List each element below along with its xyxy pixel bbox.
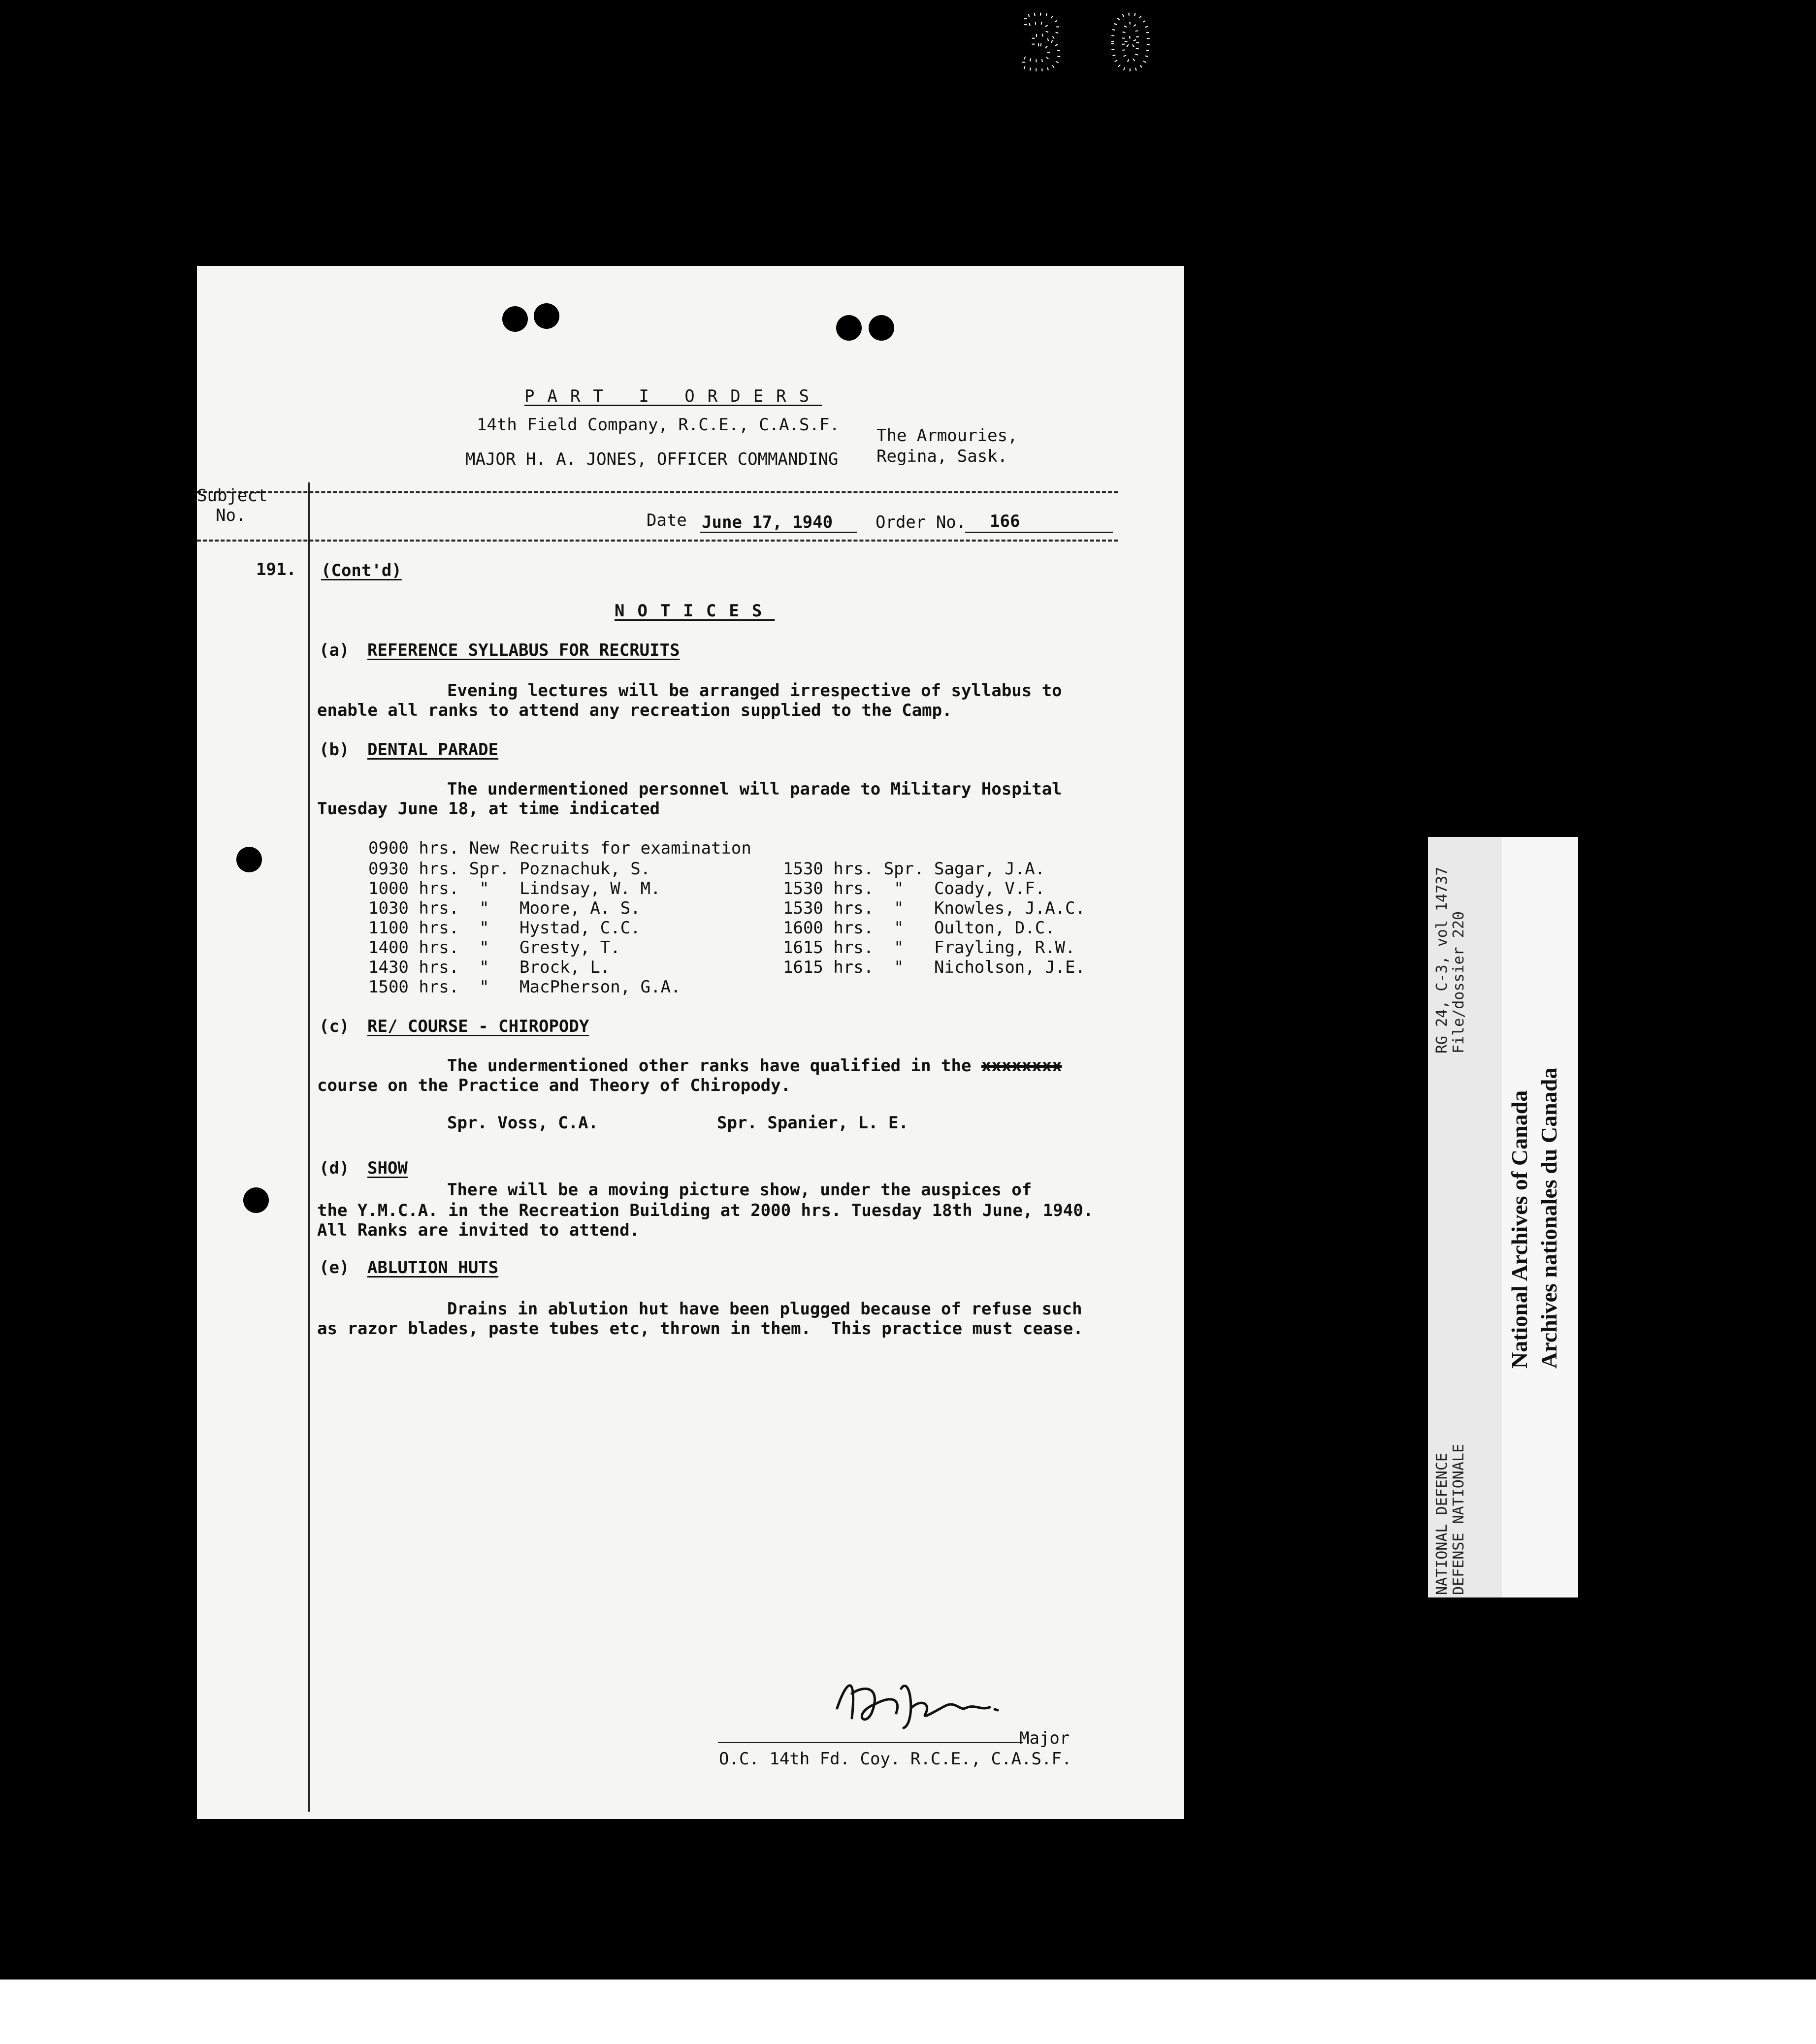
schedule-row: 1030 hrs. " Moore, A. S.: [368, 898, 641, 918]
section-letter: (a): [319, 640, 350, 660]
location-line-1: The Armouries,: [876, 426, 1018, 446]
signature-scribble: [817, 1664, 1073, 1733]
order-value: 166: [990, 511, 1020, 531]
punch-hole: [502, 306, 528, 332]
archive-label: [1428, 837, 1578, 1597]
date-fill-line: [700, 532, 857, 533]
page-title: PART I ORDERS: [524, 386, 822, 406]
punch-hole: [836, 315, 862, 341]
schedule-row: 1530 hrs. " Knowles, J.A.C.: [783, 898, 1086, 918]
subject-column-rule: [308, 482, 310, 1812]
archive-reference-file: File/dossier 220: [1450, 911, 1467, 1054]
schedule-row: 1530 hrs. Spr. Sagar, J.A.: [783, 859, 1045, 879]
section-letter: (b): [319, 740, 350, 760]
film-margin: [0, 1978, 1816, 2044]
unit-name: 14th Field Company, R.C.E., C.A.S.F.: [477, 415, 840, 435]
schedule-row: 1430 hrs. " Brock, L.: [368, 958, 611, 977]
subject-number: 191.: [256, 560, 296, 579]
section-title: RE/ COURSE - CHIROPODY: [367, 1017, 589, 1036]
section-title: REFERENCE SYLLABUS FOR RECRUITS: [367, 640, 680, 660]
film-edge-line: [0, 1978, 1816, 1980]
struck-out-word: xxxxxxxx: [981, 1056, 1062, 1076]
schedule-row: 0930 hrs. Spr. Poznachuk, S.: [368, 859, 651, 879]
commander-name: MAJOR H. A. JONES, OFFICER COMMANDING: [465, 449, 839, 469]
section-heading: NOTICES: [615, 601, 775, 621]
archive-name-en: National Archives of Canada: [1507, 1090, 1532, 1369]
signatory-rank: Major: [1019, 1728, 1070, 1748]
document-page: [197, 266, 1184, 1819]
archive-name-fr: Archives nationales du Canada: [1536, 1067, 1561, 1369]
schedule-row: 1615 hrs. " Frayling, R.W.: [783, 938, 1075, 958]
schedule-row: 1500 hrs. " MacPherson, G.A.: [368, 977, 681, 997]
signatory-title: O.C. 14th Fd. Coy. R.C.E., C.A.S.F.: [719, 1749, 1072, 1769]
paragraph-line: Drains in ablution hut have been plugged because of refuse such: [447, 1299, 1082, 1319]
date-value: June 17, 1940: [702, 512, 833, 532]
archive-reference: RG 24, C-3, vol 14737: [1433, 866, 1451, 1054]
section-title: ABLUTION HUTS: [367, 1258, 499, 1278]
punch-hole: [243, 1187, 269, 1213]
section-letter: (c): [319, 1017, 350, 1036]
section-title: SHOW: [367, 1158, 408, 1178]
schedule-row: 1530 hrs. " Coady, V.F.: [783, 879, 1045, 898]
location-line-2: Regina, Sask.: [876, 447, 1008, 466]
schedule-row: 1600 hrs. " Oulton, D.C.: [783, 918, 1055, 938]
section-letter: (d): [319, 1158, 350, 1178]
schedule-row: 1400 hrs. " Gresty, T.: [368, 938, 620, 958]
qualified-name: Spr. Voss, C.A.: [447, 1113, 599, 1133]
paragraph-line: as razor blades, paste tubes etc, thrown in them. This practice must cease.: [317, 1319, 1083, 1339]
qualified-name: Spr. Spanier, L. E.: [717, 1113, 908, 1133]
department-en: NATIONAL DEFENCE: [1433, 1453, 1451, 1595]
paragraph-text: The undermentioned other ranks have qualified in the: [447, 1056, 981, 1076]
department-fr: DEFENSE NATIONALE: [1450, 1443, 1467, 1595]
paragraph-line: There will be a moving picture show, under the auspices of: [447, 1180, 1032, 1200]
section-letter: (e): [319, 1258, 350, 1278]
subject-label-no: No.: [216, 506, 246, 525]
schedule-row: 1615 hrs. " Nicholson, J.E.: [783, 958, 1086, 977]
continued-note: (Cont'd): [321, 561, 402, 580]
paragraph-line: the Y.M.C.A. in the Recreation Building at 2000 hrs. Tuesday 18th June, 1940.: [317, 1201, 1094, 1220]
punch-hole: [534, 303, 559, 329]
paragraph-line: Tuesday June 18, at time indicated: [317, 799, 660, 819]
schedule-row: 1100 hrs. " Hystad, C.C.: [368, 918, 641, 938]
paragraph-line: Evening lectures will be arranged irrespective of syllabus to: [447, 681, 1062, 701]
frame-number: [1019, 5, 1167, 79]
subject-label: Subject: [197, 486, 268, 506]
order-label: Order No.: [876, 512, 967, 532]
date-label: Date: [647, 511, 687, 530]
section-title: DENTAL PARADE: [367, 740, 499, 760]
paragraph-line: [447, 1055, 1062, 1076]
signature-line: [718, 1742, 1023, 1743]
paragraph-line: The undermentioned personnel will parade to Military Hospital: [447, 779, 1062, 799]
punch-hole: [869, 315, 894, 341]
punch-hole: [236, 847, 262, 872]
schedule-row: 0900 hrs. New Recruits for examination: [368, 838, 751, 858]
frame-number-text: 3 0: [1019, 5, 1153, 79]
header-rule: [197, 491, 1118, 493]
paragraph-line: All Ranks are invited to attend.: [317, 1220, 640, 1240]
header-rule: [197, 540, 1118, 542]
handwritten-signature: [817, 1664, 1073, 1733]
schedule-row: 1000 hrs. " Lindsay, W. M.: [368, 879, 661, 898]
paragraph-line: enable all ranks to attend any recreation supplied to the Camp.: [317, 701, 952, 720]
order-fill-line: [965, 532, 1113, 533]
paragraph-line: course on the Practice and Theory of Chiropody.: [317, 1076, 791, 1095]
